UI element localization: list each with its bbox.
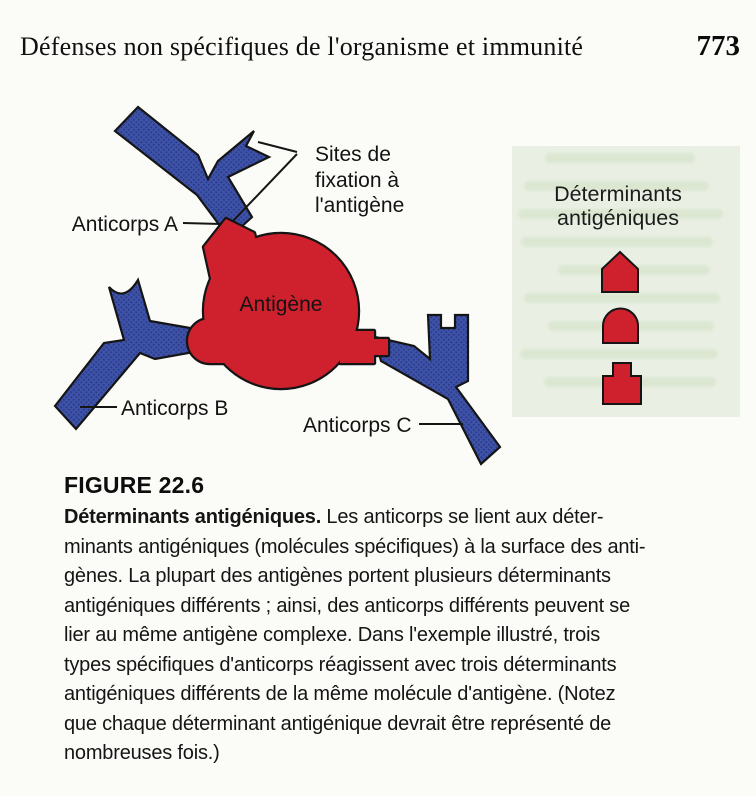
caption-line: antigéniques différents ; ainsi, des anticorps différents peuvent se xyxy=(64,594,631,617)
binding-site-pointer-arm xyxy=(258,142,297,152)
page-number: 773 xyxy=(696,30,740,62)
antibody-a-pointer xyxy=(183,223,221,224)
antibody-a-label: Anticorps A xyxy=(71,213,178,236)
antibody-c-label: Anticorps C xyxy=(303,414,412,437)
caption-line1-rest: Les anticorps se lient aux déter- xyxy=(321,506,604,528)
figure-caption xyxy=(64,472,724,769)
binding-sites-label-line1: Sites de xyxy=(315,143,391,166)
caption-line: gènes. La plupart des antigènes portent plusieurs déterminants xyxy=(64,565,611,587)
binding-sites-label-line2: fixation à xyxy=(315,169,400,192)
caption-line: lier au même antigène complexe. Dans l'exemple illustré, trois xyxy=(64,624,601,646)
binding-sites-label-line3: l'antigène xyxy=(315,194,405,217)
antibody-c-shape xyxy=(375,315,500,464)
antigen-molecule xyxy=(188,219,388,388)
page-header xyxy=(0,0,756,63)
figure-diagram xyxy=(0,91,756,466)
figure-label: FIGURE 22.6 xyxy=(64,472,205,498)
caption-line: minants antigéniques (molécules spécifiques) à la surface des anti- xyxy=(64,535,646,558)
rounded-determinant-on-antigen xyxy=(188,319,234,363)
caption-line: que chaque déterminant antigénique devrait être représenté de xyxy=(64,712,612,735)
caption-bold-lead: Déterminants antigéniques. xyxy=(64,506,322,528)
caption-line: antigéniques différents de la même molécule d'antigène. (Notez xyxy=(64,683,616,705)
antigen-label: Antigène xyxy=(239,293,323,316)
legend-title-line2: antigéniques xyxy=(557,206,679,230)
determinants-legend xyxy=(512,146,740,417)
antibody-b-label: Anticorps B xyxy=(121,397,229,420)
rounded-determinant-icon xyxy=(603,309,638,344)
caption-line xyxy=(64,503,724,533)
caption-line: types spécifiques d'anticorps réagissent avec trois déterminants xyxy=(64,653,617,676)
legend-title-line1: Déterminants xyxy=(554,182,682,206)
caption-line: nombreuses fois.) xyxy=(64,742,220,764)
running-head: Défenses non spécifiques de l'organisme et immunité xyxy=(20,32,584,61)
